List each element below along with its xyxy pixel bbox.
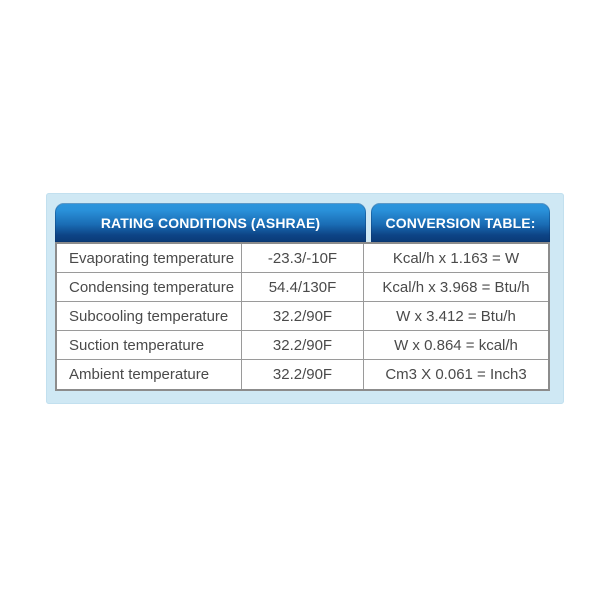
- rating-conditions-header-label: RATING CONDITIONS (ASHRAE): [100, 214, 321, 231]
- conversion-cell: W x 0.864 = kcal/h: [394, 336, 518, 354]
- value-cell: 32.2/90F: [242, 360, 364, 389]
- table-body: [55, 242, 550, 391]
- conversion-cell: Kcal/h x 1.163 = W: [392, 249, 520, 267]
- table-row-suction: [57, 331, 548, 360]
- table-row-condensing: [57, 273, 548, 302]
- condition-cell: Condensing temperature: [57, 273, 242, 301]
- condition-cell: Evaporating temperature: [57, 244, 242, 272]
- condition-cell: Subcooling temperature: [57, 302, 242, 330]
- conversion-cell: Cm3 X 0.061 = Inch3: [385, 366, 527, 383]
- conversion-table-header-label: CONVERSION TABLE:: [385, 214, 536, 231]
- value-cell: -23.3/-10F: [242, 244, 364, 272]
- conversion-cell: W x 3.412 = Btu/h: [396, 307, 516, 325]
- table-row-evaporating: [57, 244, 548, 273]
- conversion-table-header: [371, 203, 550, 242]
- condition-cell: Suction temperature: [57, 331, 242, 359]
- rating-conditions-header: [55, 203, 366, 242]
- rating-conversion-panel: [46, 193, 564, 404]
- table-header-row: [55, 203, 550, 242]
- value-cell: 32.2/90F: [242, 331, 364, 359]
- table-row-ambient: [57, 360, 548, 389]
- condition-cell: Ambient temperature: [57, 360, 242, 389]
- value-cell: 54.4/130F: [242, 273, 364, 301]
- value-cell: 32.2/90F: [242, 302, 364, 330]
- conversion-cell: Kcal/h x 3.968 = Btu/h: [382, 278, 530, 296]
- rating-conversion-table: [55, 203, 550, 391]
- table-row-subcooling: [57, 302, 548, 331]
